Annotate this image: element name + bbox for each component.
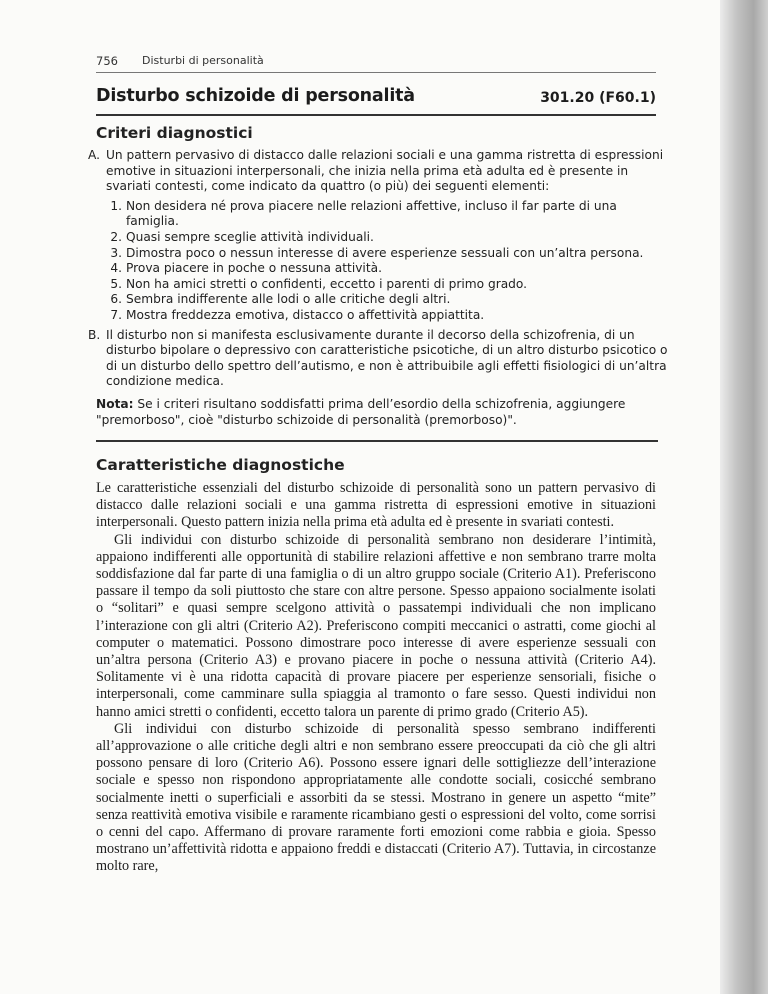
scan-edge-shadow (720, 0, 768, 994)
note-rule (96, 440, 658, 442)
note-text: Se i criteri risultano soddisfatti prima dell’esordio della schizofrenia, aggiungere "premorboso", cioè "disturbo schizoide di personalità (premorboso)". (96, 397, 626, 427)
section-heading: Caratteristiche diagnostiche (96, 456, 345, 474)
item-number: 7. (110, 307, 122, 322)
item-text: Non ha amici stretti o confidenti, eccetto i parenti di primo grado. (126, 276, 528, 291)
section-body (96, 480, 656, 876)
item-text: Mostra freddezza emotiva, distacco o affettività appiattita. (126, 307, 485, 322)
note-label: Nota: (96, 397, 134, 411)
page-header (96, 52, 656, 72)
criterion-b (88, 328, 668, 390)
item-number: 4. (110, 261, 122, 276)
body-paragraph: Gli individui con disturbo schizoide di personalità sembrano non desiderare l’intimità, appaiono indifferenti alle opportunità di stabilire relazioni affettive e non sembrano trarre molta soddisfazione dal far parte di una famiglia o di un altro gruppo sociale (Criterio A1). Preferiscono passare il tempo da soli piuttosto che stare con altre persone. Spesso appaiono socialmente isolati o “solitari” e quasi sempre scelgono attività o passatempi individuali che non implicano l’interazione con gli altri (Criterio A2). Preferiscono compiti meccanici o astratti, come giochi al computer o matematici. Possono dimostrare poco interesse di avere esperienze sessuali con un’altra persona (Criterio A3) e provano piacere in poche o nessuna attività (Criterio A4). Solitamente vi è una ridotta capacità di provare piacere per esperienze sensoriali, fisiche o interpersonali, come camminare sulla spiaggia al tramonto o fare sesso. Questi individui non hanno amici stretti o confidenti, eccetto talora un parente di primo grado (Criterio A5). (96, 531, 656, 720)
criterion-b-text: Il disturbo non si manifesta esclusivamente durante il decorso della schizofrenia, di un disturbo bipolare o depressivo con caratteristiche psicotiche, di un altro disturbo psicotico o di un disturbo dello spettro dell’autismo, e non è attribuibile agli effetti fisiologici di un’altra condizione medica. (106, 327, 668, 389)
criterion-item (110, 261, 668, 277)
criterion-b-label: B. (88, 327, 101, 342)
criterion-item (110, 307, 668, 324)
disorder-title: Disturbo schizoide di personalità (96, 86, 415, 106)
criterion-item (110, 292, 668, 308)
criterion-item (110, 245, 668, 262)
title-row (96, 84, 656, 110)
criteria-heading: Criteri diagnostici (96, 124, 253, 142)
criterion-item (110, 229, 668, 246)
criterion-item (110, 198, 668, 230)
running-title: Disturbi di personalità (142, 54, 264, 67)
criterion-a-text: Un pattern pervasivo di distacco dalle relazioni sociali e una gamma ristretta di espressioni emotive in situazioni interpersonali, che inizia nella prima età adulta ed è presente in svariati contesti, come indicato da quattro (o più) dei seguenti elementi: (106, 148, 664, 194)
item-number: 6. (110, 292, 122, 307)
note (96, 397, 658, 428)
title-rule (96, 114, 656, 116)
page-number: 756 (96, 54, 118, 68)
item-number: 3. (110, 245, 122, 260)
criterion-item (110, 276, 668, 293)
item-number: 2. (110, 229, 122, 244)
criterion-a-label: A. (88, 148, 100, 162)
criteria-block (88, 148, 668, 390)
item-number: 1. (110, 198, 122, 213)
item-text: Prova piacere in poche o nessuna attività. (126, 261, 382, 276)
body-paragraph: Gli individui con disturbo schizoide di personalità spesso sembrano indifferenti all’approvazione o alle critiche degli altri e non sembrano essere preoccupati da ciò che gli altri possono pensare di loro (Criterio A6). Possono essere ignari delle sottigliezze dell’interazione sociale e spesso non rispondono appropriatamente alle condotte sociali, cosicché sembrano socialmente inetti o superficiali e assorbiti da se stessi. Mostrano in genere un aspetto “mite” senza reattività emotiva visibile e raramente ricambiano gesti o espressioni del volto, come sorrisi o cenni del capo. Affermano di provare raramente forti emozioni come rabbia e gioia. Spesso mostrano un’affettività ridotta e appaiono freddi e distaccati (Criterio A7). Tuttavia, in circostanze molto rare, (96, 720, 656, 875)
criterion-a (88, 148, 668, 195)
body-paragraph: Le caratteristiche essenziali del disturbo schizoide di personalità sono un pattern pervasivo di distacco dalle relazioni sociali e una gamma ristretta di espressioni emotive in situazioni interpersonali. Questo pattern inizia nella prima età adulta ed è presente in svariati contesti. (96, 480, 656, 531)
item-text: Quasi sempre sceglie attività individuali. (126, 229, 374, 244)
item-text: Sembra indifferente alle lodi o alle critiche degli altri. (126, 292, 451, 307)
criteria-items-list (88, 199, 668, 324)
item-text: Dimostra poco o nessun interesse di avere esperienze sessuali con un’altra persona. (126, 245, 644, 260)
diagnostic-code: 301.20 (F60.1) (540, 90, 656, 106)
item-text: Non desidera né prova piacere nelle relazioni affettive, incluso il far parte di una famiglia. (126, 198, 617, 229)
item-number: 5. (110, 276, 122, 291)
header-rule (96, 72, 656, 73)
